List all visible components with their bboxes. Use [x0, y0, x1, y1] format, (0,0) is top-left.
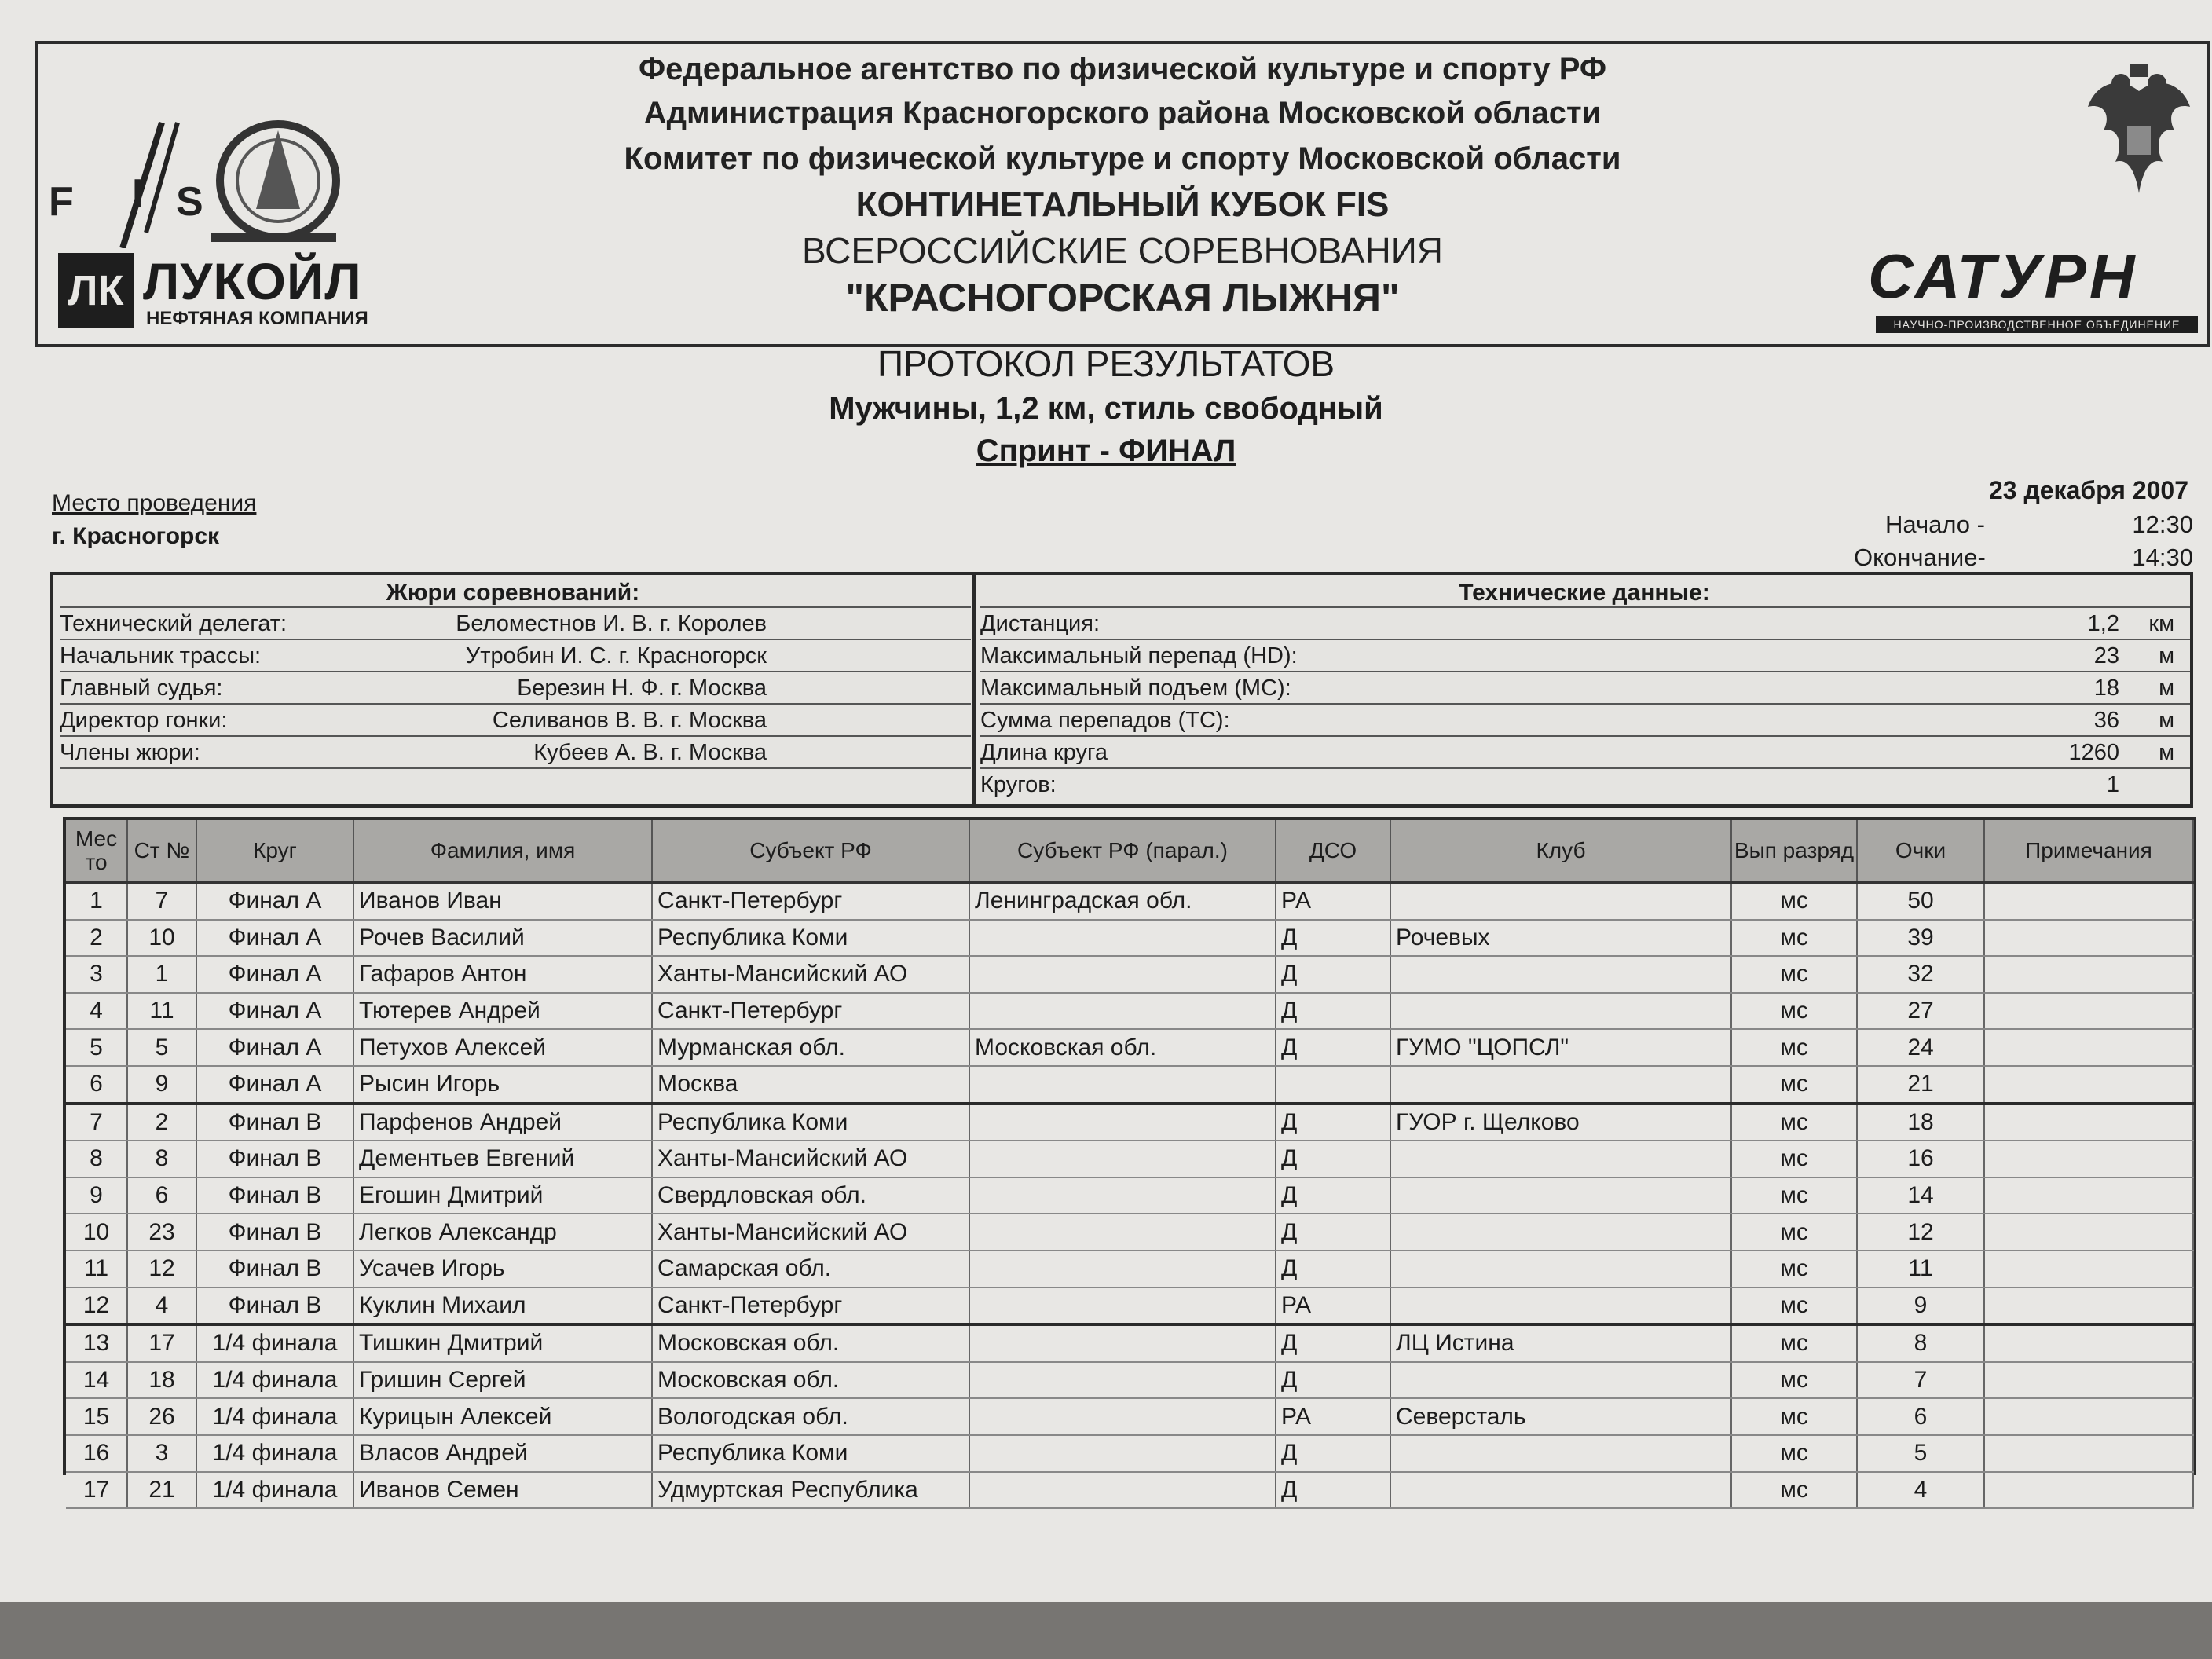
cell-club [1390, 1214, 1731, 1251]
cell-bib: 7 [127, 883, 196, 920]
tech-unit: м [2159, 708, 2174, 733]
tech-row [980, 767, 2190, 800]
col-header-rank: Вып разряд [1731, 820, 1857, 883]
cell-place: 1 [66, 883, 127, 920]
cell-region: Мурманская обл. [652, 1029, 969, 1066]
cell-rank: мс [1731, 993, 1857, 1030]
cell-club: ГУМО "ЦОПСЛ" [1390, 1029, 1731, 1066]
jury-role: Главный судья: [60, 676, 223, 701]
cell-club [1390, 1435, 1731, 1472]
cell-name: Куклин Михаил [353, 1287, 652, 1325]
cell-dso: Д [1276, 1029, 1390, 1066]
cell-dso: Д [1276, 1104, 1390, 1141]
cell-points: 9 [1857, 1287, 1984, 1325]
cell-place: 9 [66, 1177, 127, 1214]
cell-region: Свердловская обл. [652, 1177, 969, 1214]
cell-rank: мс [1731, 1287, 1857, 1325]
cell-notes [1984, 993, 2193, 1030]
cell-rank: мс [1731, 1398, 1857, 1435]
tech-param: Максимальный перепад (HD): [980, 643, 1298, 668]
protocol-title: ПРОТОКОЛ РЕЗУЛЬТАТОВ [877, 343, 1335, 384]
cell-name: Рысин Игорь [353, 1066, 652, 1104]
cell-name: Иванов Семен [353, 1472, 652, 1509]
cell-region2 [969, 920, 1276, 957]
cell-bib: 23 [127, 1214, 196, 1251]
cell-club [1390, 1472, 1731, 1509]
cell-notes [1984, 1435, 2193, 1472]
jury-row [60, 606, 971, 639]
cell-round: Финал В [196, 1251, 353, 1287]
cell-bib: 11 [127, 993, 196, 1030]
cell-region: Республика Коми [652, 1435, 969, 1472]
cell-dso: Д [1276, 1435, 1390, 1472]
table-row [66, 956, 2193, 993]
cell-bib: 18 [127, 1362, 196, 1399]
cell-bib: 21 [127, 1472, 196, 1509]
cell-place: 5 [66, 1029, 127, 1066]
col-header-place: Мес то [66, 820, 127, 883]
cell-bib: 17 [127, 1324, 196, 1362]
header-org-3: Комитет по физической культуре и спорту Московской области [624, 141, 1621, 176]
col-header-dso: ДСО [1276, 820, 1390, 883]
header-org-1: Федеральное агентство по физической культуре и спорту РФ [638, 52, 1607, 86]
end-time: 14:30 [2132, 544, 2193, 571]
cell-place: 8 [66, 1141, 127, 1177]
cell-rank: мс [1731, 1066, 1857, 1104]
tech-row [980, 703, 2190, 736]
cell-round: Финал А [196, 956, 353, 993]
col-header-round: Круг [196, 820, 353, 883]
venue-city: г. Красногорск [52, 523, 220, 549]
cell-bib: 26 [127, 1398, 196, 1435]
cell-region2 [969, 1287, 1276, 1325]
cell-region2 [969, 1141, 1276, 1177]
cell-bib: 5 [127, 1029, 196, 1066]
jury-person: Селиванов В. В. г. Москва [492, 708, 767, 733]
cell-region: Московская обл. [652, 1362, 969, 1399]
desk-background [0, 1602, 2212, 1659]
tech-title: Технические данные: [1459, 580, 1710, 606]
tech-value: 18 [2093, 676, 2119, 701]
cell-round: 1/4 финала [196, 1362, 353, 1399]
table-row [66, 1472, 2193, 1509]
cell-points: 5 [1857, 1435, 1984, 1472]
cell-name: Парфенов Андрей [353, 1104, 652, 1141]
table-row [66, 1141, 2193, 1177]
table-row [66, 1362, 2193, 1399]
tech-param: Кругов: [980, 772, 1057, 797]
cell-name: Курицын Алексей [353, 1398, 652, 1435]
cell-notes [1984, 1214, 2193, 1251]
col-header-name: Фамилия, имя [353, 820, 652, 883]
table-row [66, 1066, 2193, 1104]
cell-round: Финал А [196, 1029, 353, 1066]
cell-round: 1/4 финала [196, 1472, 353, 1509]
cell-club: Северсталь [1390, 1398, 1731, 1435]
cell-region2 [969, 1177, 1276, 1214]
tech-row [980, 606, 2190, 639]
table-row [66, 1287, 2193, 1325]
cell-place: 2 [66, 920, 127, 957]
jury-row [60, 735, 971, 768]
cell-place: 13 [66, 1324, 127, 1362]
cell-club [1390, 1287, 1731, 1325]
cell-club [1390, 883, 1731, 920]
cell-place: 10 [66, 1214, 127, 1251]
cell-dso: Д [1276, 1472, 1390, 1509]
cell-points: 7 [1857, 1362, 1984, 1399]
cell-name: Петухов Алексей [353, 1029, 652, 1066]
results-table-box [63, 817, 2196, 1503]
cell-points: 39 [1857, 920, 1984, 957]
cell-rank: мс [1731, 1472, 1857, 1509]
cell-place: 7 [66, 1104, 127, 1141]
cell-notes [1984, 956, 2193, 993]
table-row [66, 1029, 2193, 1066]
table-row [66, 1177, 2193, 1214]
cell-bib: 6 [127, 1177, 196, 1214]
cell-round: Финал В [196, 1177, 353, 1214]
header-org-2: Администрация Красногорского района Московской области [643, 96, 1602, 130]
cell-club: Рочевых [1390, 920, 1731, 957]
cell-rank: мс [1731, 920, 1857, 957]
cell-dso: Д [1276, 1362, 1390, 1399]
jury-person: Беломестнов И. В. г. Королев [456, 611, 767, 636]
cell-place: 16 [66, 1435, 127, 1472]
cell-bib: 1 [127, 956, 196, 993]
cell-name: Рочев Василий [353, 920, 652, 957]
cell-name: Гришин Сергей [353, 1362, 652, 1399]
jury-divider [972, 575, 976, 804]
cell-round: Финал В [196, 1141, 353, 1177]
cell-bib: 12 [127, 1251, 196, 1287]
cell-rank: мс [1731, 1141, 1857, 1177]
table-row [66, 1104, 2193, 1141]
cell-points: 14 [1857, 1177, 1984, 1214]
cell-name: Тютерев Андрей [353, 993, 652, 1030]
cell-notes [1984, 1251, 2193, 1287]
cell-rank: мс [1731, 1251, 1857, 1287]
cell-points: 32 [1857, 956, 1984, 993]
table-row [66, 1214, 2193, 1251]
cell-points: 4 [1857, 1472, 1984, 1509]
cell-points: 11 [1857, 1251, 1984, 1287]
cell-club [1390, 1066, 1731, 1104]
cell-rank: мс [1731, 1324, 1857, 1362]
col-header-notes: Примечания [1984, 820, 2193, 883]
cell-rank: мс [1731, 1362, 1857, 1399]
start-label: Начало - [1885, 511, 1985, 538]
cell-dso: Д [1276, 1251, 1390, 1287]
tech-value: 23 [2093, 643, 2119, 668]
tech-value: 1 [2106, 772, 2119, 797]
cell-place: 12 [66, 1287, 127, 1325]
cell-place: 14 [66, 1362, 127, 1399]
table-row [66, 883, 2193, 920]
cell-dso: Д [1276, 1177, 1390, 1214]
cell-region: Москва [652, 1066, 969, 1104]
header-event-name: "КРАСНОГОРСКАЯ ЛЫЖНЯ" [845, 276, 1400, 320]
cell-round: Финал А [196, 883, 353, 920]
cell-region2 [969, 993, 1276, 1030]
cell-rank: мс [1731, 1029, 1857, 1066]
lukoil-subtitle: НЕФТЯНАЯ КОМПАНИЯ [146, 308, 368, 329]
cell-name: Легков Александр [353, 1214, 652, 1251]
cell-round: Финал А [196, 993, 353, 1030]
cell-bib: 2 [127, 1104, 196, 1141]
cell-notes [1984, 1141, 2193, 1177]
cell-region: Самарская обл. [652, 1251, 969, 1287]
cell-points: 50 [1857, 883, 1984, 920]
col-header-bib: Ст № [127, 820, 196, 883]
cell-round: Финал А [196, 1066, 353, 1104]
cell-region: Ханты-Мансийский АО [652, 956, 969, 993]
jury-person: Утробин И. С. г. Красногорск [465, 643, 767, 668]
cell-bib: 3 [127, 1435, 196, 1472]
cell-notes [1984, 1362, 2193, 1399]
saturn-subtitle: НАУЧНО-ПРОИЗВОДСТВЕННОЕ ОБЪЕДИНЕНИЕ [1876, 316, 2198, 333]
cell-name: Гафаров Антон [353, 956, 652, 993]
cell-dso: Д [1276, 920, 1390, 957]
table-row [66, 920, 2193, 957]
cell-round: Финал В [196, 1214, 353, 1251]
cell-name: Дементьев Евгений [353, 1141, 652, 1177]
cell-region: Московская обл. [652, 1324, 969, 1362]
cell-region2 [969, 1104, 1276, 1141]
tech-param: Максимальный подъем (МС): [980, 676, 1291, 701]
cell-dso [1276, 1066, 1390, 1104]
tech-unit: м [2159, 740, 2174, 765]
cell-bib: 10 [127, 920, 196, 957]
cell-region2 [969, 1398, 1276, 1435]
table-row [66, 1251, 2193, 1287]
cell-dso: РА [1276, 883, 1390, 920]
cell-place: 15 [66, 1398, 127, 1435]
cell-region2 [969, 956, 1276, 993]
lukoil-name: ЛУКОЙЛ [143, 252, 362, 310]
table-header-row [66, 820, 2193, 883]
cell-region2 [969, 1214, 1276, 1251]
tech-value: 36 [2093, 708, 2119, 733]
jury-row-empty [60, 767, 971, 800]
cell-notes [1984, 883, 2193, 920]
cell-club [1390, 956, 1731, 993]
cell-region2: Московская обл. [969, 1029, 1276, 1066]
cell-notes [1984, 1104, 2193, 1141]
tech-row [980, 639, 2190, 672]
cell-points: 18 [1857, 1104, 1984, 1141]
header-competition: ВСЕРОССИЙСКИЕ СОРЕВНОВАНИЯ [802, 230, 1443, 271]
cell-round: Финал А [196, 920, 353, 957]
cell-region: Вологодская обл. [652, 1398, 969, 1435]
cell-notes [1984, 1472, 2193, 1509]
cell-name: Егошин Дмитрий [353, 1177, 652, 1214]
cell-region: Удмуртская Республика [652, 1472, 969, 1509]
jury-role: Технический делегат: [60, 611, 287, 636]
jury-person: Березин Н. Ф. г. Москва [517, 676, 767, 701]
cell-rank: мс [1731, 1214, 1857, 1251]
tech-unit: м [2159, 676, 2174, 701]
svg-text:I: I [132, 171, 144, 217]
table-row [66, 1324, 2193, 1362]
jury-tech-box [50, 572, 2193, 808]
cell-bib: 8 [127, 1141, 196, 1177]
cell-region2 [969, 1066, 1276, 1104]
cell-notes [1984, 1177, 2193, 1214]
cell-region2 [969, 1251, 1276, 1287]
cell-notes [1984, 920, 2193, 957]
cell-region: Ханты-Мансийский АО [652, 1141, 969, 1177]
cell-points: 8 [1857, 1324, 1984, 1362]
cell-region2: Ленинградская обл. [969, 883, 1276, 920]
tech-param: Сумма перепадов (ТС): [980, 708, 1230, 733]
cell-name: Власов Андрей [353, 1435, 652, 1472]
cell-place: 11 [66, 1251, 127, 1287]
jury-role: Члены жюри: [60, 740, 200, 765]
venue-label: Место проведения [52, 490, 257, 516]
tech-value: 1260 [2068, 740, 2119, 765]
cell-points: 6 [1857, 1398, 1984, 1435]
cell-dso: РА [1276, 1287, 1390, 1325]
cell-notes [1984, 1066, 2193, 1104]
svg-text:F: F [49, 179, 74, 225]
cell-dso: Д [1276, 1214, 1390, 1251]
jury-role: Директор гонки: [60, 708, 228, 733]
cell-dso: Д [1276, 1141, 1390, 1177]
table-row [66, 993, 2193, 1030]
protocol-subtitle: Мужчины, 1,2 км, стиль свободный [829, 391, 1383, 426]
cell-region2 [969, 1435, 1276, 1472]
cell-rank: мс [1731, 956, 1857, 993]
cell-place: 4 [66, 993, 127, 1030]
cell-notes [1984, 1324, 2193, 1362]
cell-name: Усачев Игорь [353, 1251, 652, 1287]
cell-region: Республика Коми [652, 920, 969, 957]
cell-rank: мс [1731, 1177, 1857, 1214]
cell-points: 24 [1857, 1029, 1984, 1066]
cell-round: 1/4 финала [196, 1324, 353, 1362]
jury-role: Начальник трассы: [60, 643, 262, 668]
col-header-region2: Субъект РФ (парал.) [969, 820, 1276, 883]
cell-place: 17 [66, 1472, 127, 1509]
cell-club [1390, 1362, 1731, 1399]
header-cup: КОНТИНЕТАЛЬНЫЙ КУБОК FIS [855, 185, 1390, 224]
svg-text:S: S [176, 179, 203, 225]
cell-round: 1/4 финала [196, 1435, 353, 1472]
cell-place: 3 [66, 956, 127, 993]
cell-club [1390, 1251, 1731, 1287]
cell-club [1390, 1141, 1731, 1177]
cell-region: Санкт-Петербург [652, 883, 969, 920]
cell-notes [1984, 1287, 2193, 1325]
header-box [35, 41, 2210, 347]
cell-points: 27 [1857, 993, 1984, 1030]
saturn-logo [1868, 240, 2206, 342]
cell-region: Ханты-Мансийский АО [652, 1214, 969, 1251]
cell-region2 [969, 1472, 1276, 1509]
cell-dso: РА [1276, 1398, 1390, 1435]
cell-club [1390, 1177, 1731, 1214]
cell-notes [1984, 1398, 2193, 1435]
cell-rank: мс [1731, 883, 1857, 920]
cell-points: 16 [1857, 1141, 1984, 1177]
tech-unit: м [2159, 643, 2174, 668]
jury-row [60, 703, 971, 736]
end-label: Окончание- [1854, 544, 1986, 571]
cell-club: ЛЦ Истина [1390, 1324, 1731, 1362]
start-time: 12:30 [2132, 511, 2193, 538]
tech-unit: км [2148, 611, 2174, 636]
cell-dso: Д [1276, 956, 1390, 993]
tech-row [980, 735, 2190, 768]
cell-name: Иванов Иван [353, 883, 652, 920]
cell-points: 21 [1857, 1066, 1984, 1104]
tech-param: Дистанция: [980, 611, 1101, 636]
protocol-stage [0, 434, 2212, 469]
jury-row [60, 671, 971, 704]
lukoil-mark: ЛК [58, 253, 134, 328]
cell-name: Тишкин Дмитрий [353, 1324, 652, 1362]
jury-person: Кубеев А. В. г. Москва [533, 740, 767, 765]
cell-notes [1984, 1029, 2193, 1066]
col-header-points: Очки [1857, 820, 1984, 883]
cell-region2 [969, 1324, 1276, 1362]
cell-club: ГУОР г. Щелково [1390, 1104, 1731, 1141]
col-header-club: Клуб [1390, 820, 1731, 883]
saturn-name: САТУРН [1868, 241, 2138, 311]
protocol-stage-text: Спринт - ФИНАЛ [976, 434, 1236, 468]
tech-value: 1,2 [2087, 611, 2119, 636]
cell-dso: Д [1276, 993, 1390, 1030]
jury-row [60, 639, 971, 672]
cell-place: 6 [66, 1066, 127, 1104]
cell-bib: 4 [127, 1287, 196, 1325]
table-row [66, 1398, 2193, 1435]
cell-club [1390, 993, 1731, 1030]
cell-region: Санкт-Петербург [652, 993, 969, 1030]
cell-points: 12 [1857, 1214, 1984, 1251]
jury-title: Жюри соревнований: [386, 580, 640, 606]
cell-region: Санкт-Петербург [652, 1287, 969, 1325]
col-header-region: Субъект РФ [652, 820, 969, 883]
cell-bib: 9 [127, 1066, 196, 1104]
tech-row [980, 671, 2190, 704]
cell-rank: мс [1731, 1104, 1857, 1141]
cell-round: 1/4 финала [196, 1398, 353, 1435]
cell-round: Финал В [196, 1287, 353, 1325]
cell-region2 [969, 1362, 1276, 1399]
cell-rank: мс [1731, 1435, 1857, 1472]
results-table [66, 820, 2194, 1509]
event-date: 23 декабря 2007 [1988, 476, 2188, 504]
cell-dso: Д [1276, 1324, 1390, 1362]
table-row [66, 1435, 2193, 1472]
cell-region: Республика Коми [652, 1104, 969, 1141]
cell-round: Финал В [196, 1104, 353, 1141]
results-body [66, 883, 2193, 1509]
tech-param: Длина круга [980, 740, 1108, 765]
double-headed-eagle-icon [2080, 60, 2198, 209]
